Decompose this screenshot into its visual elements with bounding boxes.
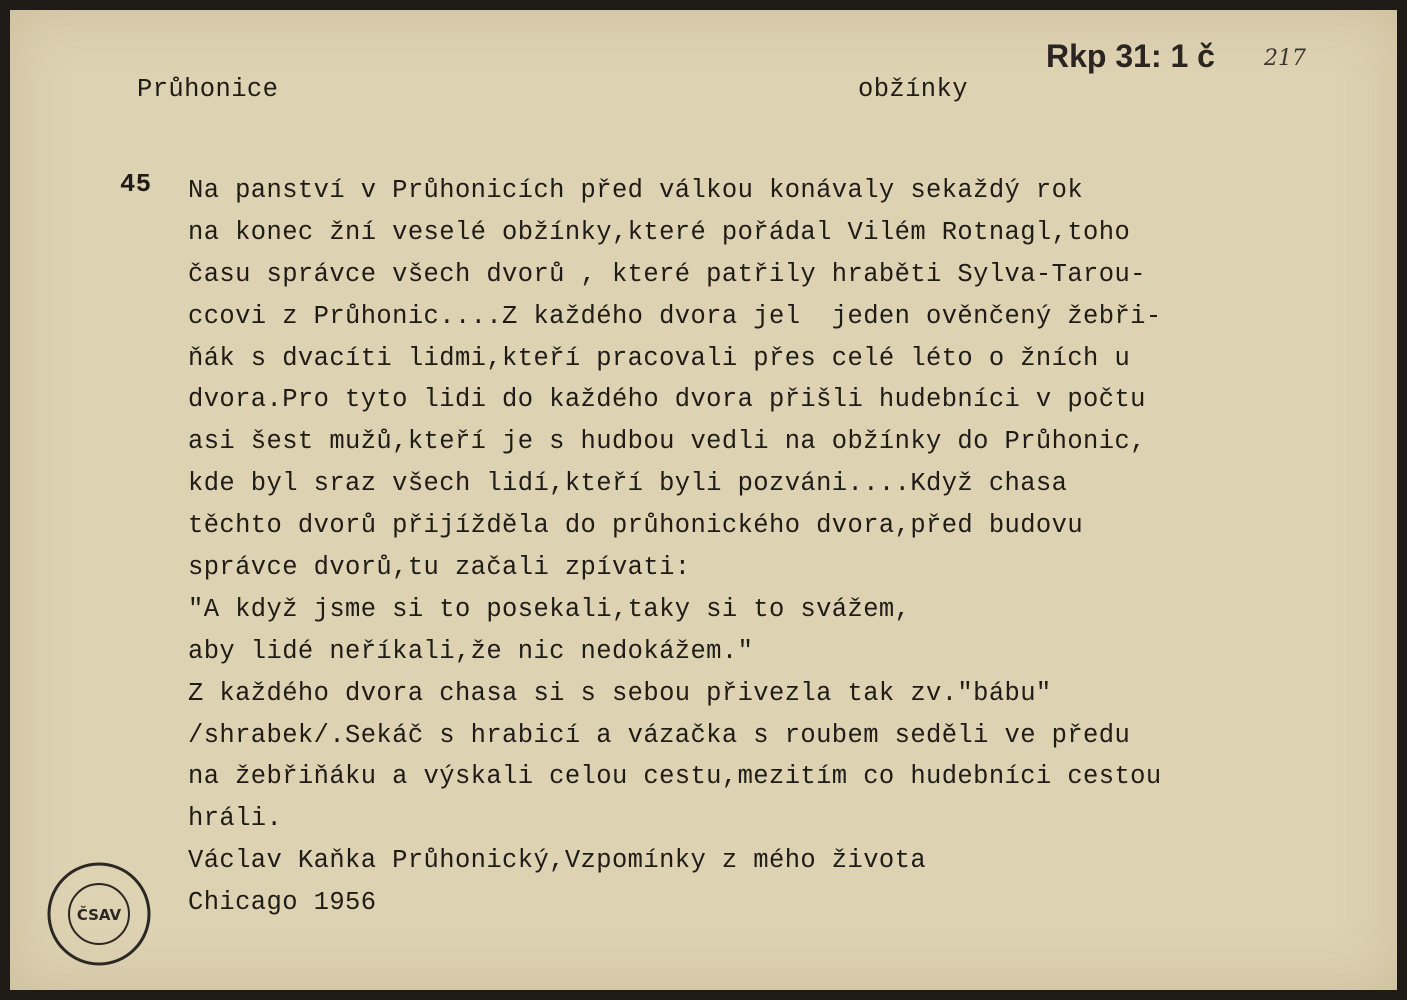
text-line: ccovi z Průhonic....Z každého dvora jel jeden ověnčený žebři- <box>188 301 1162 331</box>
archive-stamp-icon <box>45 860 153 968</box>
index-card <box>10 10 1397 990</box>
stamp-label: ČSAV <box>76 906 122 924</box>
text-line: dvora.Pro tyto lidi do každého dvora přišli hudebníci v počtu <box>188 385 1146 415</box>
text-line: na žebřiňáku a výskali celou cestu,mezitím co hudebníci cestou <box>188 762 1162 792</box>
place-name: Průhonice <box>137 75 279 104</box>
handwritten-number: 217 <box>1264 46 1306 71</box>
shelf-mark: Rkp 31: 1 č <box>1046 38 1215 74</box>
entry-number: 45 <box>120 170 152 199</box>
text-line: Na panství v Průhonicích před válkou konávaly sekaždý rok <box>188 176 1084 205</box>
text-line: kde byl sraz všech lidí,kteří byli pozváni....Když chasa <box>188 469 1068 499</box>
text-line: těchto dvorů přijížděla do průhonického dvora,před budovu <box>188 511 1084 541</box>
topic-keyword: obžínky <box>858 75 968 104</box>
text-line: "A když jsme si to posekali,taky si to svážem, <box>188 594 911 624</box>
text-line: na konec žní veselé obžínky,které pořádal Vilém Rotnagl,toho <box>188 217 1131 247</box>
text-line: ňák s dvacíti lidmi,kteří pracovali přes celé léto o žních u <box>188 343 1131 373</box>
text-line: Chicago 1956 <box>188 888 377 918</box>
text-line: času správce všech dvorů , které patřily hraběti Sylva-Tarou- <box>188 259 1146 289</box>
text-line: Václav Kaňka Průhonický,Vzpomínky z mého života <box>188 846 927 876</box>
text-line: správce dvorů,tu začali zpívati: <box>188 553 691 583</box>
text-line: hráli. <box>188 804 283 834</box>
text-line: /shrabek/.Sekáč s hrabicí a vázačka s roubem seděli ve předu <box>188 720 1131 750</box>
entry-text <box>188 170 1162 924</box>
text-line: Z každého dvora chasa si s sebou přivezla tak zv."bábu" <box>188 678 1052 708</box>
text-line: asi šest mužů,kteří je s hudbou vedli na obžínky do Průhonic, <box>188 427 1146 457</box>
text-line: aby lidé neříkali,že nic nedokážem." <box>188 636 754 666</box>
